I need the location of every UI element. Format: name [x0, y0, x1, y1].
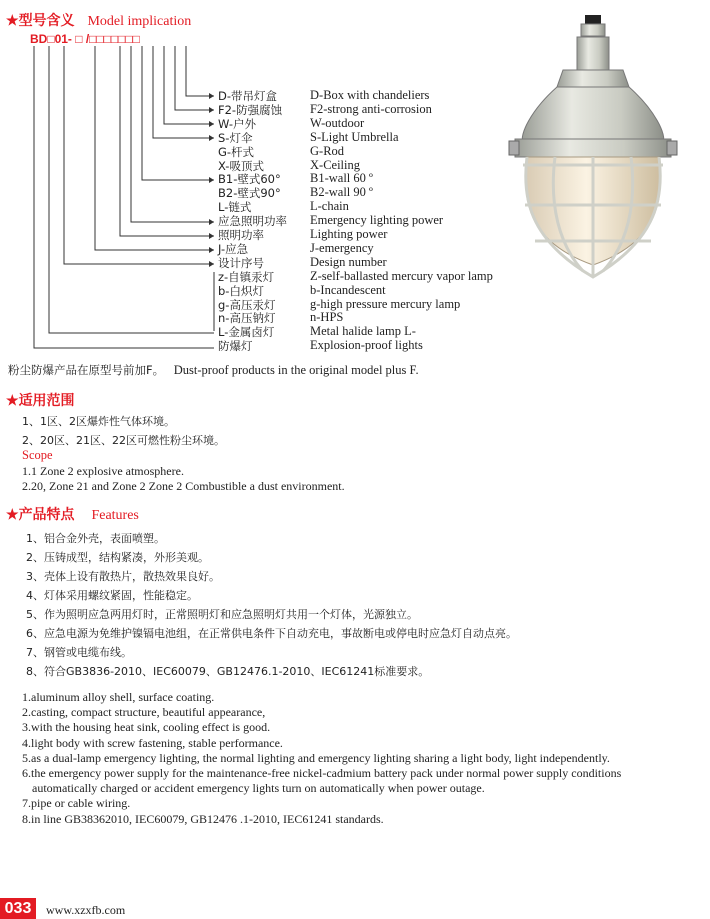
model-row-cn: n-高压钠灯 [218, 311, 276, 326]
model-row-cn: B2-壁式90° [218, 186, 281, 201]
model-note-en: Dust-proof products in the original model plus F. [173, 363, 419, 377]
feature-item-en: 3.with the housing heat sink, cooling effect is good. [22, 720, 271, 735]
model-row-en: Z-self-ballasted mercury vapor lamp [310, 268, 493, 283]
feature-item-cn: 2、压铸成型，结构紧凑，外形美观。 [26, 551, 209, 564]
model-note-cn: 粉尘防爆产品在原型号前加F。 [8, 363, 165, 377]
feature-item-cn: 6、应急电源为免维护镍镉电池组，在正常供电条件下自动充电，事故断电或停电时应急灯自动点亮。 [26, 627, 517, 640]
model-row-en: F2-strong anti-corrosion [310, 101, 432, 116]
model-row-en: J-emergency [310, 240, 374, 255]
explosion-proof-lamp-image [505, 15, 680, 280]
star-icon: ★ [6, 507, 19, 523]
model-row-cn: 防爆灯 [218, 339, 253, 354]
scope-heading [6, 390, 75, 410]
feature-item-en: 1.aluminum alloy shell, surface coating. [22, 690, 215, 704]
model-title-cn: 型号含义 [18, 13, 75, 29]
model-row-en: Emergency lighting power [310, 213, 444, 228]
model-row-cn: L-金属卤灯 [218, 325, 275, 340]
model-code: BD□01- □ /□□□□□□□ [30, 32, 140, 46]
star-icon: ★ [6, 13, 19, 29]
feature-item-cn: 5、作为照明应急两用灯时，正常照明灯和应急照明灯共用一个灯体，光源独立。 [26, 608, 418, 621]
feature-item-en: 4.light body with screw fastening, stable performance. [22, 735, 283, 750]
model-row-cn: 设计序号 [218, 255, 264, 270]
scope-title-en: Scope [22, 448, 53, 462]
features-title-en: Features [91, 508, 139, 523]
footer-url[interactable]: www.xzxfb.com [46, 903, 126, 917]
model-row-cn: G-杆式 [218, 144, 255, 159]
feature-item-cn: 3、壳体上设有散热片，散热效果良好。 [26, 570, 220, 583]
feature-item-en: 7.pipe or cable wiring. [22, 796, 131, 811]
model-row-cn: J-应急 [218, 241, 249, 256]
features-list-en [22, 690, 707, 830]
model-row-en: B1-wall 60 º [310, 171, 373, 186]
model-row-cn: F2-防强腐蚀 [218, 102, 283, 117]
features-heading [6, 504, 139, 524]
feature-item-en: automatically charged or accident emergency lights turn on automatically when power outage. [32, 781, 485, 796]
model-row-en: D-Box with chandeliers [310, 88, 430, 102]
scope-title-cn: 适用范围 [18, 393, 75, 409]
model-row-cn: S-灯伞 [218, 130, 253, 145]
model-row-en: G-Rod [310, 143, 345, 158]
feature-item-cn: 7、钢管或电缆布线。 [26, 646, 132, 659]
feature-item-en: 6.the emergency power supply for the maintenance-free nickel-cadmium battery pack under normal power supply conditions [22, 766, 622, 780]
features-title-cn: 产品特点 [18, 507, 75, 523]
model-row-cn: L-链式 [218, 200, 252, 215]
scope-item-en-1: 1.1 Zone 2 explosive atmosphere. [22, 464, 184, 478]
model-row-en: b-Incandescent [310, 282, 386, 297]
model-row-cn: B1-壁式60° [218, 172, 281, 187]
scope-item-cn-1: 1、1区、2区爆炸性气体环境。 [22, 415, 175, 428]
model-bracket-diagram [0, 0, 230, 350]
scope-item-cn-2: 2、20区、21区、22区可燃性粉尘环境。 [22, 434, 225, 447]
model-row-en: n-HPS [310, 310, 344, 325]
model-row-en: X-Ceiling [310, 157, 360, 172]
model-row-cn: b-白炽灯 [218, 283, 264, 298]
model-row-en: L-chain [310, 199, 349, 214]
scope-item-en-2: 2.20, Zone 21 and Zone 2 Zone 2 Combustible a dust environment. [22, 479, 345, 493]
model-row-en: S-Light Umbrella [310, 129, 399, 144]
model-row-en: g-high pressure mercury lamp [310, 296, 461, 311]
model-row-en: Design number [310, 254, 387, 269]
model-row-en: Metal halide lamp L- [310, 324, 416, 339]
star-icon: ★ [6, 393, 19, 409]
feature-item-cn: 8、符合GB3836-2010、IEC60079、GB12476.1-2010、IEC61241标准要求。 [26, 665, 430, 678]
feature-item-en: 5.as a dual-lamp emergency lighting, the normal lighting and emergency lighting sharing a light body, light independently. [22, 750, 610, 765]
feature-item-en: 8.in line GB38362010, IEC60079, GB12476 .1-2010, IEC61241 standards. [22, 811, 384, 826]
model-row-cn: D-带吊灯盒 [218, 89, 278, 103]
page-number: 033 [0, 898, 36, 919]
model-row-en: Lighting power [310, 227, 388, 241]
model-row-cn: X-吸顶式 [218, 158, 264, 173]
model-row-en: Explosion-proof lights [310, 338, 423, 353]
feature-item-en: 2.casting, compact structure, beautiful appearance, [22, 705, 266, 720]
model-title-en: Model implication [87, 14, 192, 29]
feature-item-cn: 4、灯体采用螺纹紧固，性能稳定。 [26, 589, 198, 602]
model-rows-en [310, 88, 530, 358]
model-row-cn: 应急照明功率 [218, 214, 287, 229]
feature-item-cn: 1、铝合金外壳，表面喷塑。 [26, 532, 165, 545]
model-row-en: W-outdoor [310, 115, 365, 130]
model-row-cn: W-户外 [218, 116, 257, 131]
model-row-cn: g-高压汞灯 [218, 297, 276, 312]
model-row-cn: z-自镇汞灯 [218, 269, 275, 284]
model-rows-cn [218, 88, 318, 358]
model-note [8, 362, 419, 378]
model-row-en: B2-wall 90 º [310, 185, 373, 200]
model-row-cn: 照明功率 [218, 228, 264, 242]
features-list-cn [26, 530, 696, 680]
